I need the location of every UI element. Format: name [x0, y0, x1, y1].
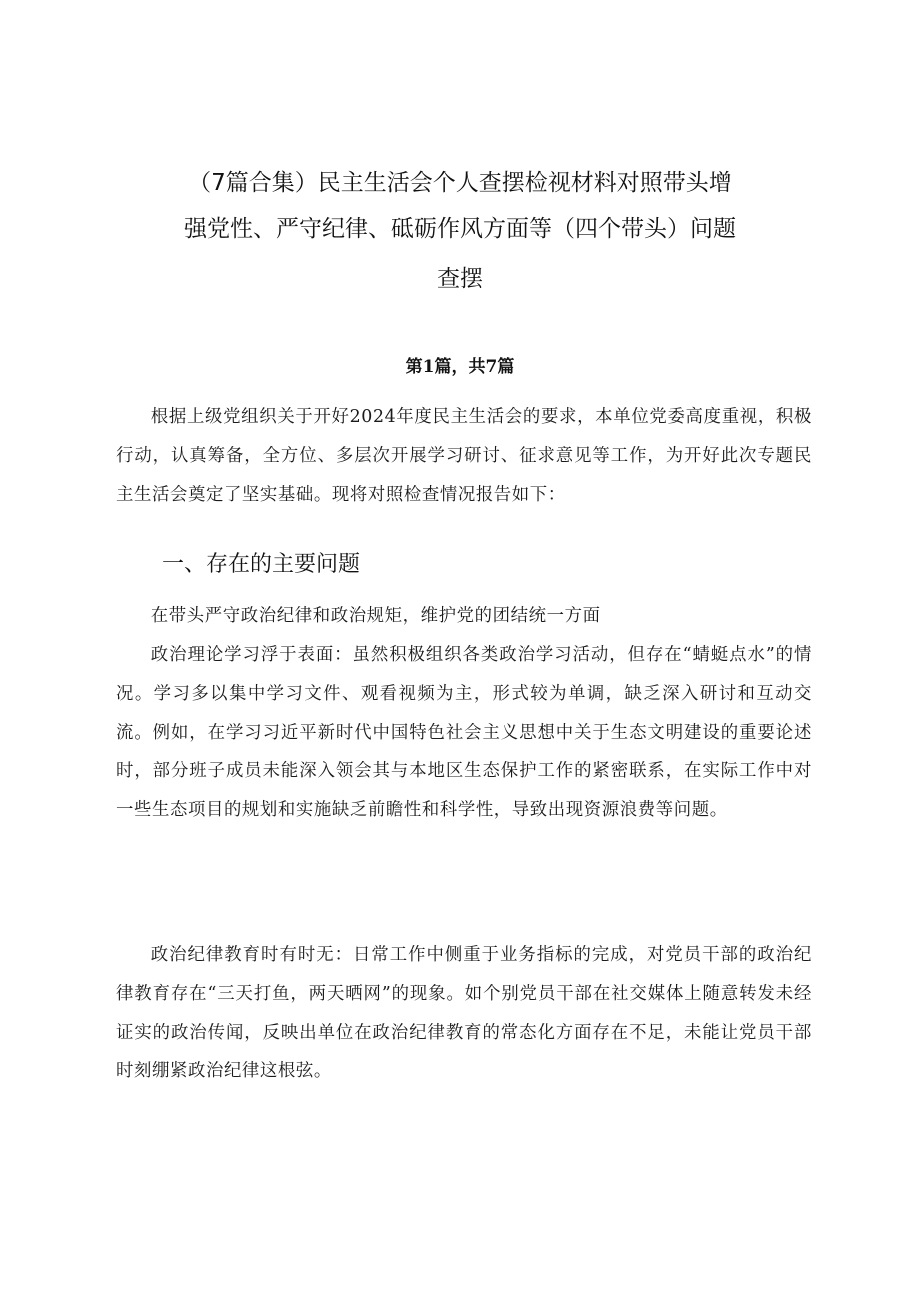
body-paragraph-2: 政治纪律教育时有时无：日常工作中侧重于业务指标的完成，对党员干部的政治纪律教育存在“三天打鱼，两天晒网”的现象。如个别党员干部在社交媒体上随意转发未经证实的政治传闻，反映出单位在政治纪律教育的常态化方面存在不足，未能让党员干部时刻绷紧政治纪律这根弦。 [116, 945, 812, 1082]
document-title-line-1: （7篇合集）民主生活会个人查摆检视材料对照带头增 [188, 170, 732, 196]
sub-heading: 在带头严守政治纪律和政治规矩，维护党的团结统一方面 [150, 606, 601, 626]
document-title-line-2: 强党性、严守纪律、砥砺作风方面等（四个带头）问题 [184, 216, 736, 242]
body-paragraph-1: 政治理论学习浮于表面：虽然积极组织各类政治学习活动，但存在“蜻蜓点水”的情况。学习多以集中学习文件、观看视频为主，形式较为单调，缺乏深入研讨和互动交流。例如，在学习习近平新时代中国特色社会主义思想中关于生态文明建设的重要论述时，部分班子成员未能深入领会其与本地区生态保护工作的紧密联系，在实际工作中对一些生态项目的规划和实施缺乏前瞻性和科学性，导致出现资源浪费等问题。 [116, 645, 812, 821]
document-title-line-3: 查摆 [437, 266, 483, 292]
part-indicator: 第1篇，共7篇 [405, 357, 515, 377]
intro-paragraph: 根据上级党组织关于开好2024年度民主生活会的要求，本单位党委高度重视，积极行动，认真筹备，全方位、多层次开展学习研讨、征求意见等工作，为开好此次专题民主生活会奠定了坚实基础。现将对照检查情况报告如下： [116, 407, 812, 505]
section-heading: 一、存在的主要问题 [162, 552, 361, 577]
